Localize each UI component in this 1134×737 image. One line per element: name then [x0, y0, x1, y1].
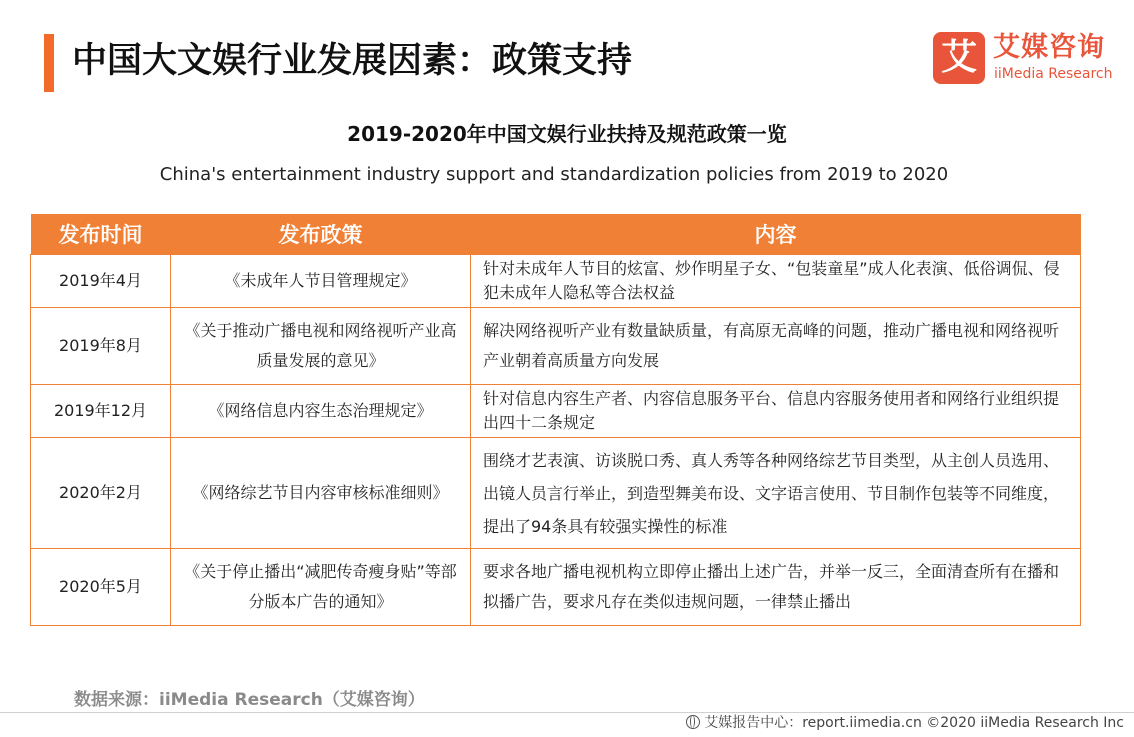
column-header-date: 发布时间: [31, 214, 171, 255]
logo-en-name: iiMedia Research: [994, 66, 1113, 82]
table-row: [31, 549, 1081, 626]
table-row: [31, 255, 1081, 308]
globe-icon: [686, 715, 700, 729]
table-header-row: [31, 214, 1081, 255]
iimedia-logo: [933, 32, 1123, 90]
cell-content: 针对信息内容生产者、内容信息服务平台、信息内容服务使用者和网络行业组织提出四十二条规定: [471, 385, 1081, 438]
logo-mark-glyph: 艾: [940, 37, 977, 78]
cell-content: 解决网络视听产业有数量缺质量，有高原无高峰的问题，推动广播电视和网络视听产业朝着高质量方向发展: [471, 308, 1081, 385]
column-header-policy: 发布政策: [171, 214, 471, 255]
figure-title-cn: 2019-2020年中国文娱行业扶持及规范政策一览: [347, 122, 787, 146]
cell-policy: 《关于停止播出“减肥传奇瘦身贴”等部分版本广告的通知》: [171, 549, 471, 626]
page-title: 中国大文娱行业发展因素：政策支持: [72, 41, 633, 81]
cell-date: 2020年2月: [31, 438, 171, 549]
data-source-note: 数据来源：iiMedia Research（艾媒咨询）: [74, 690, 425, 710]
table-row: [31, 438, 1081, 549]
cell-content: 针对未成年人节目的炫富、炒作明星子女、“包装童星”成人化表演、低俗调侃、侵犯未成年人隐私等合法权益: [471, 255, 1081, 308]
policy-table: [30, 214, 1081, 626]
logo-mark-icon: [933, 32, 985, 84]
cell-policy: 《未成年人节目管理规定》: [171, 255, 471, 308]
table-row: [31, 308, 1081, 385]
cell-policy: 《网络信息内容生态治理规定》: [171, 385, 471, 438]
cell-date: 2019年12月: [31, 385, 171, 438]
cell-date: 2019年4月: [31, 255, 171, 308]
cell-content: 围绕才艺表演、访谈脱口秀、真人秀等各种网络综艺节目类型，从主创人员选用、出镜人员言行举止，到造型舞美布设、文字语言使用、节目制作包装等不同维度，提出了94条具有较强实操性的标准: [471, 438, 1081, 549]
cell-date: 2019年8月: [31, 308, 171, 385]
figure-title-en: China's entertainment industry support and standardization policies from 2019 to 2020: [159, 164, 949, 185]
logo-cn-name: 艾媒咨询: [993, 32, 1105, 63]
footer: [686, 713, 1124, 733]
table-row: [31, 385, 1081, 438]
cell-policy: 《网络综艺节目内容审核标准细则》: [171, 438, 471, 549]
title-accent-bar: [44, 34, 54, 92]
cell-policy: 《关于推动广播电视和网络视听产业高质量发展的意见》: [171, 308, 471, 385]
footer-text[interactable]: 艾媒报告中心：report.iimedia.cn ©2020 iiMedia Research Inc: [704, 715, 1124, 731]
column-header-content: 内容: [471, 214, 1081, 255]
cell-date: 2020年5月: [31, 549, 171, 626]
cell-content: 要求各地广播电视机构立即停止播出上述广告，并举一反三，全面清查所有在播和拟播广告，要求凡存在类似违规问题，一律禁止播出: [471, 549, 1081, 626]
